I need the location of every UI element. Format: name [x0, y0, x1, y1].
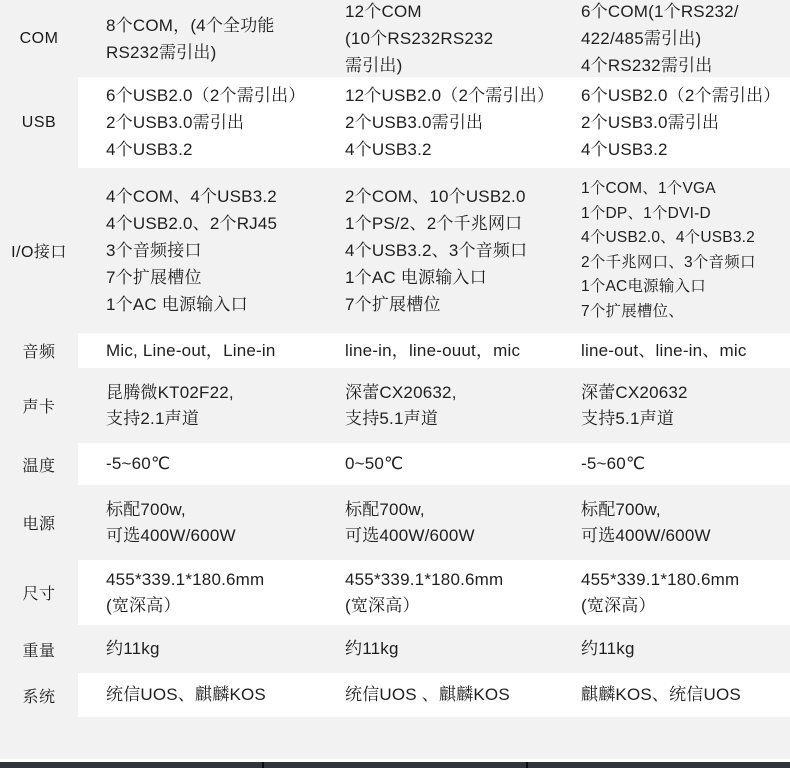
cell-os-product1 [78, 673, 330, 717]
row-cells-dimensions [78, 560, 790, 625]
cell-line: 1个PS/2、2个千兆网口 [345, 214, 523, 233]
cell-line: 2个USB3.0需引出 [106, 113, 245, 132]
row-label-dimensions: 尺寸 [22, 586, 56, 603]
row-label-power: 电源 [22, 516, 56, 533]
cell-line: 约11kg [581, 639, 635, 658]
spec-row-soundcard [0, 368, 790, 443]
cell-dimensions-product1 [78, 560, 330, 625]
row-label-weight: 重量 [22, 642, 56, 660]
cell-temperature-product3 [565, 443, 790, 485]
cell-audio-product2 [330, 333, 565, 368]
cell-line: 3个音频接口 [106, 241, 202, 260]
cell-line: 4个COM、4个USB3.2 [106, 187, 277, 206]
cell-line: (宽深高） [345, 595, 420, 615]
row-cells-os [78, 673, 790, 717]
cell-os-product3 [565, 673, 790, 717]
cell-soundcard-product3 [565, 368, 790, 443]
cell-line: 约11kg [345, 639, 399, 658]
cell-io-product1 [78, 168, 330, 333]
cell-line: 1个AC电源输入口 [581, 278, 706, 295]
cell-line: 2个千兆网口、3个音频口 [581, 253, 756, 271]
cell-line: -5~60℃ [581, 454, 646, 473]
cell-line: 4个USB3.2、3个音频口 [345, 241, 528, 260]
row-cells-usb [78, 77, 790, 168]
cell-weight-product1 [78, 625, 330, 673]
cell-line: 支持2.1声道 [106, 408, 200, 428]
spec-row-com [0, 0, 790, 77]
spec-row-audio [0, 333, 790, 368]
cell-line: 4个USB3.2 [106, 140, 193, 159]
cell-usb-product2 [330, 77, 565, 168]
row-label-os: 系统 [22, 688, 56, 706]
cell-line: 约11kg [106, 639, 160, 658]
cell-line: 4个RS232需引出 [581, 56, 713, 75]
row-cells-power [78, 485, 790, 560]
cell-line: line-in，line-ouut，mic [345, 340, 521, 360]
cell-line: 2个USB3.0需引出 [581, 113, 720, 132]
spec-row-os [0, 673, 790, 717]
cell-power-product3 [565, 485, 790, 560]
cell-audio-product3 [565, 333, 790, 368]
cell-line: 深蕾CX20632 [581, 382, 688, 402]
cell-line: 统信UOS 、麒麟KOS [345, 685, 510, 704]
row-cells-audio [78, 333, 790, 368]
next-section-segment-1 [0, 762, 262, 768]
row-cells-soundcard [78, 368, 790, 443]
cell-io-product2 [330, 168, 565, 333]
cell-line: 4个USB3.2 [345, 140, 432, 159]
cell-line: 1个DP、1个DVI-D [581, 204, 711, 222]
cell-line: 7个扩展槽位 [345, 295, 441, 314]
cell-dimensions-product2 [330, 560, 565, 625]
cell-line: 可选400W/600W [345, 525, 475, 545]
cell-com-product1 [78, 0, 330, 77]
cell-temperature-product2 [330, 443, 565, 485]
row-cells-temperature [78, 443, 790, 485]
cell-line: 7个扩展槽位 [106, 268, 202, 287]
cell-soundcard-product1 [78, 368, 330, 443]
row-label-usb: USB [21, 113, 57, 131]
cell-usb-product1 [78, 77, 330, 168]
cell-temperature-product1 [78, 443, 330, 485]
cell-line: -5~60℃ [106, 454, 171, 473]
cell-line: 6个USB2.0（2个需引出） [581, 86, 781, 105]
row-cells-io [78, 168, 790, 333]
cell-line: 7个扩展槽位、 [581, 302, 685, 320]
next-section-segment-2 [262, 762, 526, 768]
cell-line: 455*339.1*180.6mm [581, 569, 740, 589]
spec-row-weight [0, 625, 790, 673]
cell-line: 标配700w, [345, 499, 425, 519]
cell-line: 可选400W/600W [581, 525, 711, 545]
spec-row-dimensions [0, 560, 790, 625]
row-label-io: I/O接口 [11, 244, 67, 261]
cell-line: Mic, Line-out，Line-in [106, 340, 276, 360]
cell-line: (10个RS232RS232 [345, 29, 494, 48]
cell-line: 麒麟KOS、统信UOS [581, 685, 741, 704]
next-section-top-edge [0, 762, 790, 768]
row-label-soundcard: 声卡 [22, 399, 56, 416]
cell-os-product2 [330, 673, 565, 717]
cell-com-product3 [565, 0, 790, 77]
cell-line: 支持5.1声道 [581, 408, 675, 428]
cell-line: 4个USB2.0、2个RJ45 [106, 214, 278, 233]
cell-line: 455*339.1*180.6mm [106, 569, 265, 589]
cell-line: 可选400W/600W [106, 525, 236, 545]
cell-weight-product3 [565, 625, 790, 673]
cell-line: 2个COM、10个USB2.0 [345, 187, 526, 206]
cell-line: 4个USB3.2 [581, 140, 668, 159]
cell-line: (宽深高） [106, 595, 181, 615]
cell-line: 1个AC 电源输入口 [345, 268, 487, 287]
spec-row-power [0, 485, 790, 560]
cell-line: 8个COM，(4个全功能 [106, 15, 275, 35]
cell-com-product2 [330, 0, 565, 77]
spec-row-temperature [0, 443, 790, 485]
cell-line: 12个USB2.0（2个需引出） [345, 86, 555, 105]
row-cells-weight [78, 625, 790, 673]
cell-line: 0~50℃ [345, 454, 404, 473]
cell-line: 6个USB2.0（2个需引出） [106, 86, 306, 105]
cell-power-product1 [78, 485, 330, 560]
cell-line: 1个AC 电源输入口 [106, 295, 248, 314]
cell-audio-product1 [78, 333, 330, 368]
cell-line: 2个USB3.0需引出 [345, 113, 484, 132]
cell-line: RS232需引出) [106, 42, 217, 62]
cell-line: 统信UOS、麒麟KOS [106, 685, 266, 704]
cell-dimensions-product3 [565, 560, 790, 625]
cell-line: 昆腾微KT02F22, [106, 382, 234, 402]
cell-soundcard-product2 [330, 368, 565, 443]
cell-io-product3 [565, 168, 790, 333]
cell-power-product2 [330, 485, 565, 560]
cell-line: 6个COM(1个RS232/ [581, 2, 739, 21]
cell-line: 标配700w, [581, 499, 661, 519]
row-label-com: COM [19, 29, 59, 47]
cell-line: line-out、line-in、mic [581, 340, 747, 360]
cell-line: 4个USB2.0、4个USB3.2 [581, 229, 755, 246]
row-label-temperature: 温度 [22, 457, 56, 475]
cell-line: 1个COM、1个VGA [581, 180, 716, 197]
cell-usb-product3 [565, 77, 790, 168]
cell-line: 12个COM [345, 2, 422, 21]
spec-row-usb [0, 77, 790, 168]
spec-row-io [0, 168, 790, 333]
cell-line: 支持5.1声道 [345, 408, 439, 428]
cell-line: 455*339.1*180.6mm [345, 569, 504, 589]
row-label-audio: 音频 [22, 344, 56, 361]
cell-weight-product2 [330, 625, 565, 673]
cell-line: (宽深高） [581, 595, 656, 615]
cell-line: 422/485需引出) [581, 29, 702, 48]
cell-line: 需引出) [345, 56, 403, 75]
cell-line: 深蕾CX20632, [345, 382, 457, 402]
row-cells-com [78, 0, 790, 77]
cell-line: 标配700w, [106, 499, 186, 519]
next-section-segment-3 [526, 762, 790, 768]
table-bottom-spacer [0, 717, 790, 759]
